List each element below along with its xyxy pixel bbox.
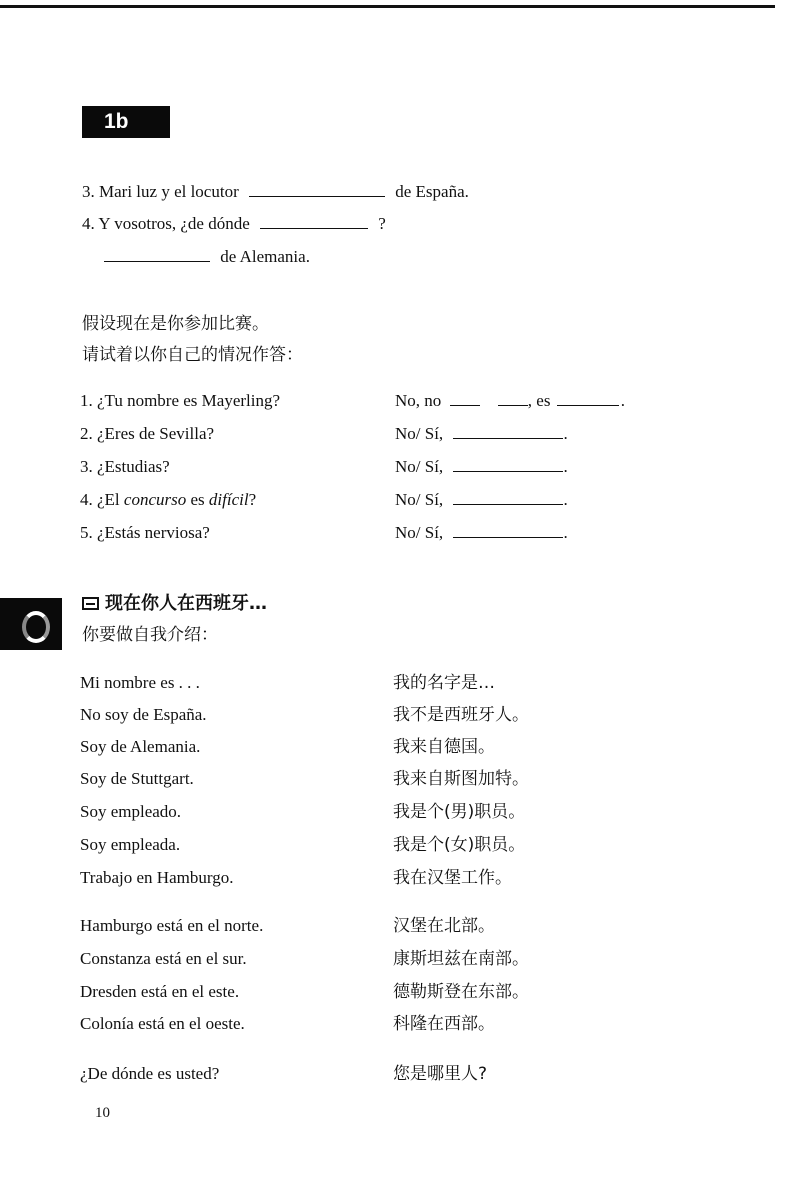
top-rule xyxy=(0,5,775,8)
question-1: 1. ¿Tu nombre es Mayerling? xyxy=(80,391,281,410)
question-text: 4. ¿ xyxy=(80,490,105,509)
phrase-zh: 我是个(男)职员。 xyxy=(393,802,526,822)
answer-prefix: No/ Sí, xyxy=(395,490,444,509)
answer-blank[interactable] xyxy=(498,390,528,406)
answer-blank[interactable] xyxy=(453,489,563,505)
phrase-es: Hamburgo está en el norte. xyxy=(80,916,264,935)
exercise-item-3 xyxy=(82,181,469,203)
answer-prefix: No/ Sí, xyxy=(395,424,444,443)
phrase-es: Mi nombre es . . . xyxy=(80,673,200,692)
answer-suffix: . xyxy=(620,391,625,410)
answer-blank[interactable] xyxy=(557,390,619,406)
answer-blank[interactable] xyxy=(260,213,368,229)
phrase-zh: 我的名字是… xyxy=(393,673,495,693)
answer-prefix: No/ Sí, xyxy=(395,523,444,542)
lesson-badge: 1b xyxy=(82,106,170,138)
cd-disc-icon xyxy=(0,598,62,650)
phrase-zh: 我不是西班牙人。 xyxy=(393,705,529,725)
answer-suffix: . xyxy=(563,490,568,509)
answer-1 xyxy=(395,390,625,412)
question-text: ? xyxy=(248,490,257,509)
phrase-es: Dresden está en el este. xyxy=(80,982,240,1001)
phrase-es: Soy empleado. xyxy=(80,802,182,821)
answer-blank[interactable] xyxy=(453,522,563,538)
question-2: 2. ¿Eres de Sevilla? xyxy=(80,424,215,443)
phrase-zh: 我在汉堡工作。 xyxy=(393,868,512,888)
phrase-zh: 您是哪里人? xyxy=(393,1064,488,1084)
answer-blank[interactable] xyxy=(453,456,563,472)
phrase-zh: 科隆在西部。 xyxy=(393,1014,495,1034)
phrase-zh: 康斯坦兹在南部。 xyxy=(393,949,529,969)
exercise-item-4 xyxy=(82,213,386,235)
cassette-tape-icon xyxy=(82,597,99,610)
answer-suffix: . xyxy=(563,424,568,443)
question-text: es xyxy=(190,490,205,509)
phrase-zh: 德勒斯登在东部。 xyxy=(393,982,529,1002)
phrase-zh: 我来自德国。 xyxy=(393,737,495,757)
phrase-zh: 我是个(女)职员。 xyxy=(393,835,526,855)
answer-prefix: No, no xyxy=(395,391,442,410)
answer-blank[interactable] xyxy=(104,246,210,262)
item-text: 4. Y vosotros, ¿de dónde xyxy=(82,214,250,233)
question-text: El xyxy=(104,490,120,509)
phrase-zh: 汉堡在北部。 xyxy=(393,916,495,936)
answer-suffix: . xyxy=(563,457,568,476)
phrase-es: Soy de Alemania. xyxy=(80,737,201,756)
phrase-es: Soy empleada. xyxy=(80,835,181,854)
phrase-zh: 我来自斯图加特。 xyxy=(393,769,529,789)
question-3: 3. ¿Estudias? xyxy=(80,457,170,476)
question-text: concurso xyxy=(123,490,187,509)
phrase-es: Colonía está en el oeste. xyxy=(80,1014,245,1033)
phrase-es: Soy de Stuttgart. xyxy=(80,769,194,788)
answer-blank[interactable] xyxy=(450,390,480,406)
question-5: 5. ¿Estás nerviosa? xyxy=(80,523,210,542)
question-text: difícil xyxy=(208,490,249,509)
exercise-item-4-answer xyxy=(104,246,310,268)
section-title-text: 现在你人在西班牙… xyxy=(105,593,267,614)
item-text: 3. Mari luz y el locutor xyxy=(82,182,239,201)
phrase-es: Trabajo en Hamburgo. xyxy=(80,868,234,887)
instruction-line-1: 假设现在是你参加比赛。 xyxy=(82,314,269,334)
phrase-es: Constanza está en el sur. xyxy=(80,949,247,968)
page-number: 10 xyxy=(95,1105,110,1121)
item-text: de España. xyxy=(395,182,469,201)
answer-2 xyxy=(395,423,568,445)
answer-suffix: . xyxy=(563,523,568,542)
answer-4 xyxy=(395,489,568,511)
phrase-es: ¿De dónde es usted? xyxy=(80,1064,220,1083)
answer-5 xyxy=(395,522,568,544)
question-4 xyxy=(80,489,256,511)
answer-3 xyxy=(395,456,568,478)
section-subtitle: 你要做自我介绍： xyxy=(82,625,218,645)
answer-blank[interactable] xyxy=(453,423,563,439)
item-text: ? xyxy=(378,214,386,233)
phrase-es: No soy de España. xyxy=(80,705,207,724)
answer-blank[interactable] xyxy=(249,181,385,197)
section-title xyxy=(82,593,267,615)
instruction-line-2: 请试着以你自己的情况作答： xyxy=(82,345,303,365)
answer-mid: , es xyxy=(527,391,551,410)
item-text: de Alemania. xyxy=(220,247,310,266)
answer-prefix: No/ Sí, xyxy=(395,457,444,476)
